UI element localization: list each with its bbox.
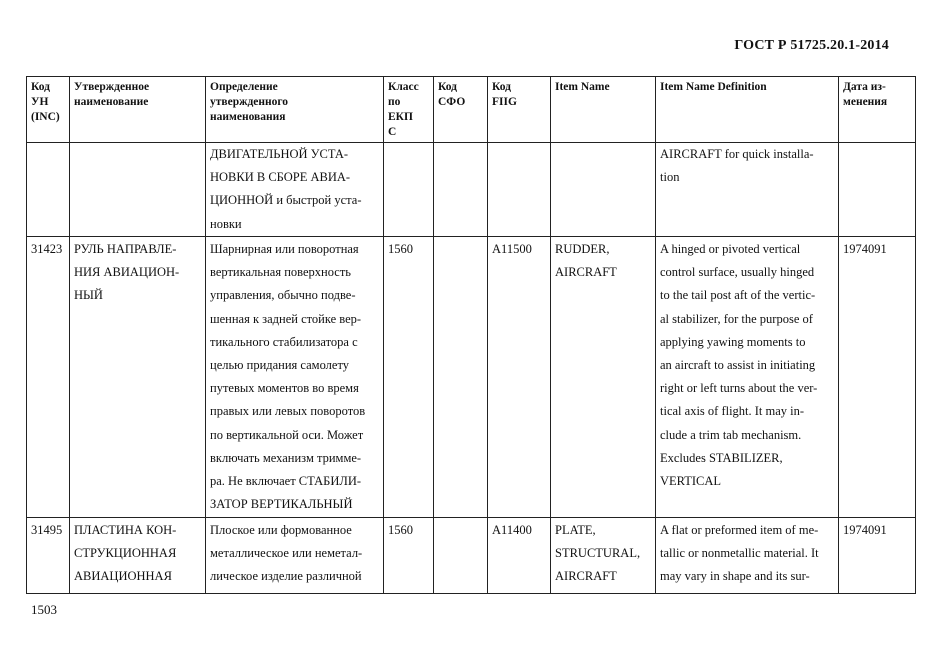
cell-change-date: 1974091 bbox=[843, 242, 887, 256]
cell-definition-ru: Плоское или формованное металлическое или неметал- лическое изделие различной bbox=[210, 523, 363, 584]
cell-definition-ru: Шарнирная или поворотная вертикальная поверхность управления, обычно подве- шенная к задней стойке вер- тикального стабилизатора с целью придания самолету путевых моментов во время правых или левых поворотов по вертикальной оси. Может включать механизм тримме- ра. Не включает СТАБИЛИ- ЗАТОР ВЕРТИКАЛЬНЫЙ bbox=[210, 242, 366, 512]
cell-class-ekps: 1560 bbox=[388, 523, 413, 537]
cell-definition-ru: ДВИГАТЕЛЬНОЙ УСТА- НОВКИ В СБОРЕ АВИА- ЦИОННОЙ и быстрой уста- новки bbox=[210, 147, 362, 231]
cell-item-name-definition: A hinged or pivoted vertical control surface, usually hinged to the tail post aft of the vertic- al stabilizer, for the purpose of applying yawing moments to an aircraft to assist in initiating right or left turns about the ver- tical axis of flight. It may in- clude a trim tab mechanism. Excludes STABILIZER, VERTICAL bbox=[660, 242, 818, 489]
cell-item-name: RUDDER, AIRCRAFT bbox=[555, 242, 617, 280]
cell-code-fiig: A11400 bbox=[492, 523, 532, 537]
header-item-name-definition: Item Name Definition bbox=[656, 77, 839, 143]
cell-item-name-definition: A flat or preformed item of me- tallic or nonmetallic material. It may vary in shape and its sur- bbox=[660, 523, 819, 584]
cell-item-name-definition: AIRCRAFT for quick installa- tion bbox=[660, 147, 814, 185]
header-item-name: Item Name bbox=[551, 77, 656, 143]
header-approved-name: Утвержденное наименование bbox=[70, 77, 206, 143]
table-row bbox=[27, 143, 916, 237]
cell-change-date: 1974091 bbox=[843, 523, 887, 537]
cell-code-sfo bbox=[434, 518, 487, 519]
header-code-fiig: Код FIIG bbox=[488, 77, 551, 143]
header-change-date: Дата из- менения bbox=[839, 77, 916, 143]
cell-code-un: 31495 bbox=[31, 523, 63, 537]
cell-code-un: 31423 bbox=[31, 242, 63, 256]
header-code-un: Код УН (INC) bbox=[27, 77, 70, 143]
cell-item-name: PLATE, STRUCTURAL, AIRCRAFT bbox=[555, 523, 641, 584]
header-code-sfo: Код СФО bbox=[434, 77, 488, 143]
cell-code-sfo bbox=[434, 237, 487, 238]
table-header-row bbox=[27, 77, 916, 143]
header-class-ekps: Класс по ЕКП С bbox=[384, 77, 434, 143]
cell-approved-name: ПЛАСТИНА КОН- СТРУКЦИОННАЯ АВИАЦИОННАЯ bbox=[74, 523, 177, 584]
table-row bbox=[27, 237, 916, 518]
cell-code-fiig: A11500 bbox=[492, 242, 532, 256]
header-definition-ru: Определение утвержденного наименования bbox=[206, 77, 384, 143]
items-table bbox=[26, 76, 916, 594]
page-number: 1503 bbox=[31, 602, 57, 617]
cell-class-ekps: 1560 bbox=[388, 242, 413, 256]
cell-approved-name: РУЛЬ НАПРАВЛЕ- НИЯ АВИАЦИОН- НЫЙ bbox=[74, 242, 180, 303]
table-row bbox=[27, 518, 916, 594]
document-standard-title: ГОСТ Р 51725.20.1-2014 bbox=[734, 38, 889, 53]
